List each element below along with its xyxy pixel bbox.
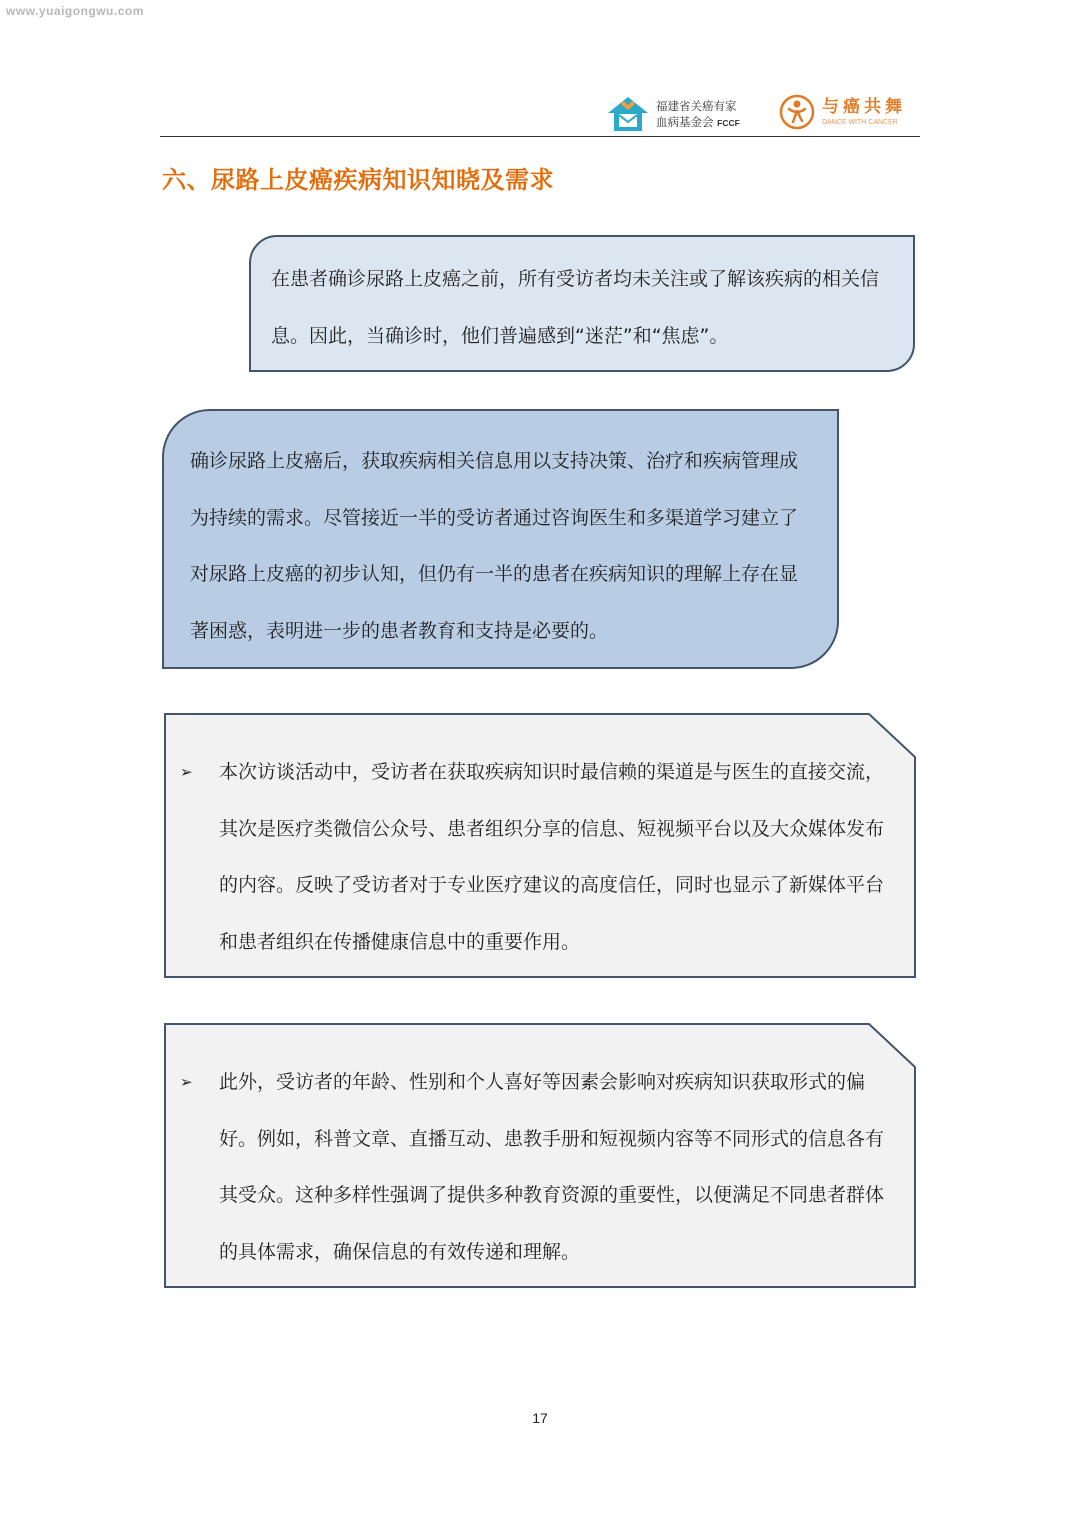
fccf-logo-line1: 福建省关癌有家 (656, 98, 737, 113)
bullet-text-1: 本次访谈活动中，受访者在获取疾病知识时最信赖的渠道是与医生的直接交流，其次是医疗类微信公众号、患者组织分享的信息、短视频平台以及大众媒体发布的内容。反映了受访者对于专业医疗建议的高度信任，同时也显示了新媒体平台和患者组织在传播健康信息中的重要作用。 (219, 761, 885, 953)
dance-with-cancer-en: DANCE WITH CANCER (822, 119, 898, 126)
intro-callout (249, 235, 915, 372)
bullet-item-1 (164, 713, 916, 978)
watermark-text: www.yuaigongwu.com (6, 4, 144, 18)
bullet-item-2 (164, 1023, 916, 1288)
section-title: 六、尿路上皮癌疾病知识知晓及需求 (162, 166, 554, 194)
bullet-callout-2 (164, 1023, 916, 1288)
fccf-logo (606, 94, 756, 134)
dancing-figure-icon (778, 93, 816, 131)
need-callout (162, 409, 839, 669)
arrowhead-bullet-icon: ➢ (180, 1073, 193, 1091)
fccf-logo-abbr: FCCF (717, 117, 740, 128)
fccf-logo-line2: 血病基金会 (656, 114, 714, 129)
need-text: 确诊尿路上皮癌后，获取疾病相关信息用以支持决策、治疗和疾病管理成为持续的需求。尽管接近一半的受访者通过咨询医生和多渠道学习建立了对尿路上皮癌的初步认知，但仍有一半的患者在疾病知识的理解上存在显著困惑，表明进一步的患者教育和支持是必要的。 (190, 450, 799, 642)
dance-with-cancer-cn: 与癌共舞 (822, 97, 906, 117)
dance-with-cancer-logo (778, 92, 908, 132)
header-divider (160, 136, 920, 137)
bullet-callout-1 (164, 713, 916, 978)
arrowhead-bullet-icon: ➢ (180, 763, 193, 781)
intro-text: 在患者确诊尿路上皮癌之前，所有受访者均未关注或了解该疾病的相关信息。因此，当确诊时，他们普遍感到“迷茫”和“焦虑”。 (271, 268, 880, 347)
page-number: 17 (532, 1410, 548, 1426)
house-heart-icon (606, 95, 650, 133)
bullet-text-2: 此外，受访者的年龄、性别和个人喜好等因素会影响对疾病知识获取形式的偏好。例如，科普文章、直播互动、患教手册和短视频内容等不同形式的信息各有其受众。这种多样性强调了提供多种教育资源的重要性，以便满足不同患者群体的具体需求，确保信息的有效传递和理解。 (219, 1071, 885, 1263)
